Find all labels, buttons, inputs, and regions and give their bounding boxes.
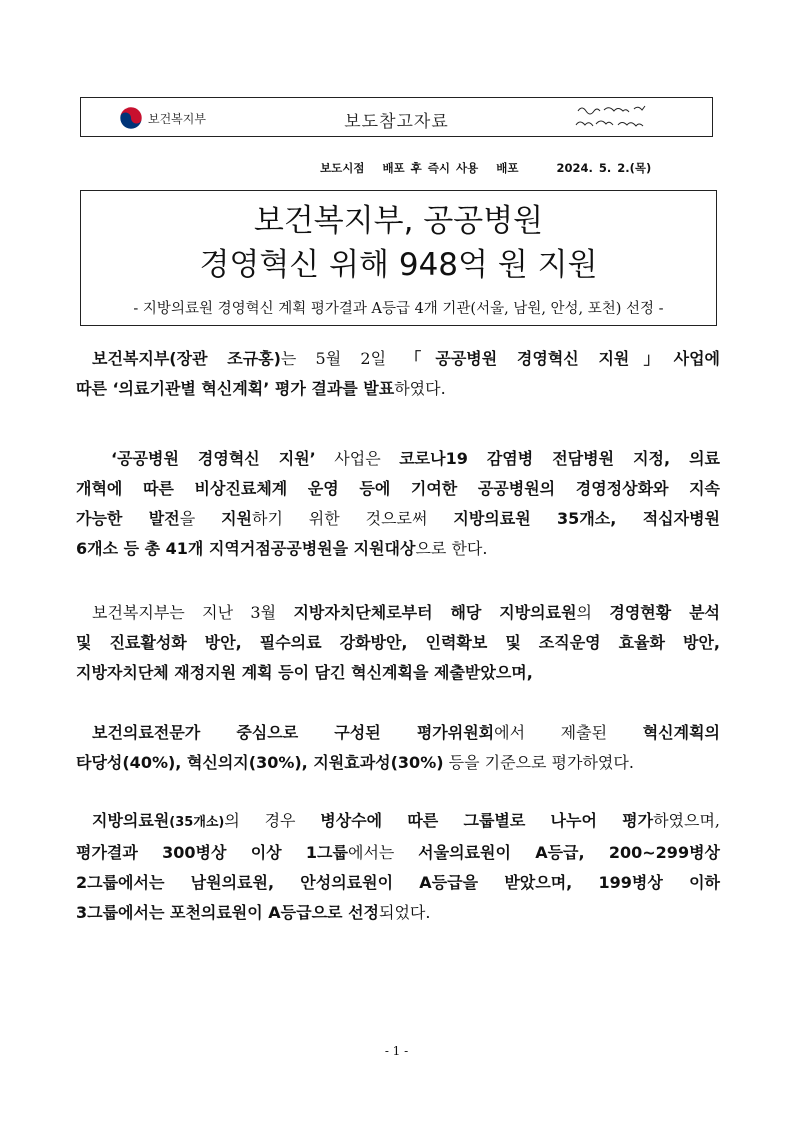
text-bold: 보건의료전문가 중심으로 구성된 평가위원회 (92, 723, 495, 742)
text-bold: 혁신계획의 (642, 723, 720, 742)
text-bold-small: (35개소) (169, 815, 225, 830)
paragraph-line (76, 806, 720, 838)
text-bold: 코로나19 감염병 전담병원 지정, 의료 (399, 449, 720, 468)
text-bold: 서울의료원이 A등급, 200~299병상 (418, 843, 720, 862)
text-regular: 보건복지부는 지난 3월 (92, 603, 294, 622)
text-regular: 는 5월 2일 (280, 349, 406, 368)
text-regular: 하였다. (394, 379, 446, 398)
headline-subtitle: - 지방의료원 경영혁신 계획 평가결과 A등급 4개 기관(서울, 남원, 안성, 포천) 선정 - (133, 301, 664, 317)
text-bold: 지원 (221, 509, 252, 528)
logo-text: 보건복지부 (148, 111, 206, 126)
text-bold: 2그룹에서는 남원의료원, 안성의료원이 A등급을 받았으며, 199병상 이하 (76, 873, 720, 892)
release-timing: 배포 후 즉시 사용 (382, 161, 479, 175)
headline-line-1: 보건복지부, 공공병원 (253, 203, 544, 239)
text-bold: 평가결과 300병상 이상 1그룹 (76, 843, 348, 862)
text-bold: 지방자치단체로부터 해당 지방의료원 (293, 603, 577, 622)
release-date: 2024. 5. 2.(목) (556, 161, 652, 175)
text-bold: 지방의료원 35개소, 적십자병원 (453, 509, 720, 528)
paragraph-4 (76, 718, 720, 778)
paragraph-2 (76, 444, 720, 564)
paragraph-5 (76, 806, 720, 928)
text-bold: 지방자치단체 재정지원 계획 등이 담긴 혁신계획을 제출받았으며, (76, 663, 533, 682)
release-info (320, 160, 663, 176)
text-regular: 에서는 (347, 843, 419, 862)
text-bold: 병상수에 따른 그룹별로 나누어 평가 (320, 811, 654, 830)
text-bold: 3그룹에서는 포천의료원이 A등급으로 선정 (76, 903, 379, 922)
paragraph-3 (76, 598, 720, 688)
text-bold: 6개소 등 총 41개 지역거점공공병원을 지원대상 (76, 539, 416, 558)
text-bold: 지방의료원 (92, 811, 170, 830)
text-regular: 되었다. (378, 903, 431, 922)
text-regular: 에서 제출된 (494, 723, 643, 742)
paragraph-line (76, 628, 720, 658)
paragraph-line (76, 748, 720, 778)
paragraph-line (76, 444, 720, 474)
text-regular: 의 경우 (224, 811, 321, 830)
headline-line-2: 경영혁신 위해 948억 원 지원 (199, 247, 598, 283)
paragraph-line (76, 898, 720, 928)
release-label: 보도시점 (320, 161, 365, 175)
paragraph-line (76, 658, 720, 688)
text-bold: 가능한 발전 (76, 509, 180, 528)
text-bold: 및 진료활성화 방안, 필수의료 강화방안, 인력확보 및 조직운영 효율화 방안, (76, 633, 720, 652)
paragraph-line (76, 868, 720, 898)
page-number: - 1 - (384, 1044, 409, 1058)
paragraph-line (76, 534, 720, 564)
text-bold: 경영현황 분석 (609, 603, 721, 622)
text-regular: 을 (179, 509, 222, 528)
paragraph-line (76, 374, 720, 404)
text-regular: 하기 위한 것으로써 (251, 509, 454, 528)
text-regular: 으로 한다. (415, 539, 488, 558)
paragraph-1 (76, 344, 720, 404)
paragraph-line (76, 838, 720, 868)
release-distribution: 배포 (496, 161, 519, 175)
handwritten-slogan (572, 101, 658, 133)
paragraph-line (76, 344, 720, 374)
text-bold: 보건복지부(장관 조규홍) (92, 349, 281, 368)
document-type-title: 보도참고자료 (344, 112, 449, 132)
text-bold: 따른 ‘의료기관별 혁신계획’ 평가 결과를 발표 (76, 379, 395, 398)
header-box (80, 97, 713, 137)
paragraph-line (76, 598, 720, 628)
text-bold: ‘공공병원 경영혁신 지원’ (92, 449, 316, 468)
text-regular: 등을 기준으로 평가하였다. (443, 753, 634, 772)
text-regular: 의 (576, 603, 610, 622)
paragraph-line (76, 474, 720, 504)
text-regular: 사업은 (315, 449, 400, 468)
paragraph-line (76, 718, 720, 748)
text-bold: 타당성(40%), 혁신의지(30%), 지원효과성(30%) (76, 753, 444, 772)
paragraph-line (76, 504, 720, 534)
text-bold: 개혁에 따른 비상진료체계 운영 등에 기여한 공공병원의 경영정상화와 지속 (76, 479, 720, 498)
text-regular: 하였으며, (653, 811, 720, 830)
headline-box (80, 190, 717, 326)
text-bold: 「공공병원 경영혁신 지원」사업에 (405, 349, 720, 368)
